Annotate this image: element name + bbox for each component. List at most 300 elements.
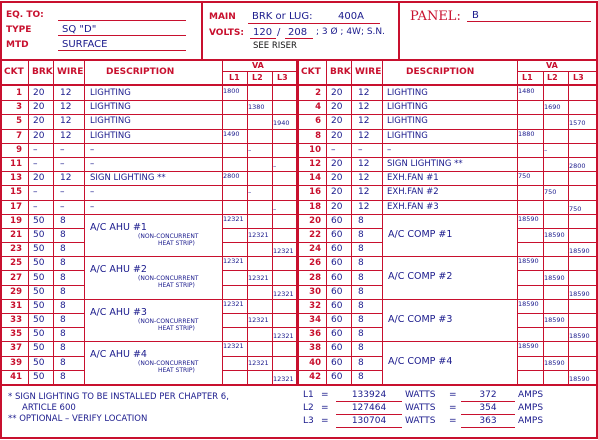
total-watts-label: WATTS <box>405 416 436 426</box>
amps-underline <box>461 414 515 415</box>
row-divider <box>299 143 597 144</box>
breaker-size: 20 <box>331 187 343 198</box>
group-subtitle-1: (NON-CONCURRENT <box>138 275 199 283</box>
ckt-number: 39 <box>10 357 22 368</box>
col-l1: L1 <box>229 73 240 82</box>
row-divider <box>2 285 84 286</box>
col-va: VA <box>546 61 558 70</box>
amps-underline <box>461 401 515 402</box>
header-divider-1 <box>201 1 203 60</box>
description: LIGHTING <box>90 88 131 98</box>
row-divider <box>299 114 597 115</box>
row-divider <box>2 171 297 172</box>
type-value: SQ "D" <box>62 24 97 35</box>
row-divider <box>2 270 84 271</box>
ckt-number: 4 <box>315 102 321 113</box>
row-divider <box>222 285 297 286</box>
breaker-size: 50 <box>33 229 45 240</box>
breaker-size: – <box>33 144 38 155</box>
breaker-size: 60 <box>331 343 343 354</box>
row-divider <box>517 327 597 328</box>
va-l2: – <box>248 188 252 197</box>
group-title: A/C AHU #4 <box>90 349 147 361</box>
group-title: A/C AHU #1 <box>90 221 147 233</box>
wire-size: 12 <box>358 102 370 113</box>
breaker-size: 50 <box>33 329 45 340</box>
see-riser: SEE RISER <box>253 41 297 51</box>
breaker-size: 50 <box>33 244 45 255</box>
main-brk-lug: BRK or LUG: <box>252 11 313 22</box>
wire-size: – <box>358 144 363 155</box>
wire-size: 8 <box>358 229 364 240</box>
ckt-number: 20 <box>309 215 321 226</box>
type-underline <box>58 35 186 36</box>
breaker-size: 20 <box>33 102 45 113</box>
col-wire: WIRE <box>57 67 84 77</box>
row-divider <box>2 327 84 328</box>
ckt-number: 42 <box>309 371 321 382</box>
va-l1: 1490 <box>223 129 240 138</box>
ckt-number: 5 <box>16 116 22 127</box>
row-divider <box>2 157 297 158</box>
breaker-size: 60 <box>331 371 343 382</box>
volts-value-2: 208 <box>288 27 308 38</box>
va-l3: 2800 <box>569 161 586 170</box>
total-eq: = <box>449 390 457 400</box>
breaker-size: 50 <box>33 315 45 325</box>
wire-size: 8 <box>60 343 66 354</box>
col-brk: BRK <box>32 67 53 77</box>
frame-left <box>0 1 2 439</box>
wire-size: 12 <box>358 88 370 98</box>
row-divider <box>222 370 297 371</box>
va-l2: 18590 <box>544 358 565 367</box>
ckt-number: 40 <box>309 357 321 368</box>
wire-size: 8 <box>60 329 66 340</box>
row-divider <box>2 256 297 257</box>
col-l3: L3 <box>573 73 584 82</box>
total-eq: = <box>321 403 329 413</box>
row-divider <box>2 114 297 115</box>
row-divider <box>517 242 597 243</box>
breaker-size: 50 <box>33 286 45 297</box>
va-l2: 1690 <box>544 103 561 112</box>
breaker-size: 20 <box>33 173 45 184</box>
group-title: A/C AHU #2 <box>90 264 147 276</box>
description: LIGHTING <box>387 130 428 141</box>
volts-underline-2 <box>285 38 313 39</box>
va-l1: 1880 <box>518 129 535 138</box>
va-l1: 12321 <box>223 299 244 308</box>
va-l3: 12321 <box>273 247 294 256</box>
wire-size: – <box>60 201 65 212</box>
row-divider <box>299 157 597 158</box>
watts-underline <box>336 427 402 428</box>
description: – <box>90 201 95 212</box>
row-divider <box>299 285 382 286</box>
va-l1: 12321 <box>223 257 244 266</box>
col-va: VA <box>252 61 264 70</box>
amps-underline <box>461 427 515 428</box>
frame-bottom <box>0 437 598 439</box>
volts-slash: / <box>277 27 281 38</box>
va-l2: 12321 <box>248 273 269 282</box>
va-l1: 12321 <box>223 342 244 351</box>
row-divider <box>2 242 84 243</box>
panel-value: B <box>472 10 479 21</box>
row-divider <box>299 100 597 101</box>
ckt-number: 34 <box>309 315 321 325</box>
col-l3: L3 <box>277 73 288 82</box>
wire-size: 12 <box>358 130 370 141</box>
ckt-number: 25 <box>10 258 22 269</box>
total-phase: L3 <box>303 416 314 426</box>
description: SIGN LIGHTING ** <box>387 158 463 169</box>
ckt-number: 24 <box>309 244 321 255</box>
row-divider <box>299 270 382 271</box>
wire-size: 8 <box>60 258 66 269</box>
group-subtitle-2: HEAT STRIP) <box>158 239 195 247</box>
row-divider <box>2 214 297 215</box>
wire-size: 12 <box>358 158 370 169</box>
wire-size: 12 <box>358 116 370 127</box>
group-subtitle-1: (NON-CONCURRENT <box>138 360 199 368</box>
breaker-size: 60 <box>331 272 343 283</box>
va-l3: 18590 <box>569 247 590 256</box>
col-brk: BRK <box>330 67 351 77</box>
row-divider <box>299 327 382 328</box>
wire-size: 8 <box>60 315 66 325</box>
wire-size: 12 <box>358 187 370 198</box>
group-title: A/C COMP #3 <box>388 313 453 325</box>
wire-size: 8 <box>358 329 364 340</box>
breaker-size: 20 <box>331 102 343 113</box>
wire-size: 8 <box>60 215 66 226</box>
va-l1: 1480 <box>518 87 535 95</box>
mtd-label: MTD <box>6 40 29 50</box>
breaker-size: 60 <box>331 315 343 325</box>
va-l3: 12321 <box>273 332 294 341</box>
row-divider <box>299 185 597 186</box>
wire-size: 8 <box>60 244 66 255</box>
row-divider <box>299 256 597 257</box>
ckt-number: 19 <box>10 215 22 226</box>
breaker-size: 60 <box>331 229 343 240</box>
volts-underline-1 <box>250 38 276 39</box>
va-l3: – <box>273 204 277 213</box>
ckt-number: 31 <box>10 300 22 311</box>
total-watts-label: WATTS <box>405 390 436 400</box>
header-bottom-border <box>0 59 598 61</box>
row-divider <box>517 313 597 314</box>
description: LIGHTING <box>387 116 428 127</box>
group-title: A/C COMP #1 <box>388 228 453 240</box>
breaker-size: 60 <box>331 357 343 368</box>
ckt-number: 10 <box>309 144 321 155</box>
wire-size: 8 <box>358 371 364 382</box>
row-divider <box>299 356 382 357</box>
ckt-number: 36 <box>309 329 321 340</box>
row-divider <box>517 285 597 286</box>
breaker-size: 60 <box>331 286 343 297</box>
description: LIGHTING <box>387 102 428 113</box>
ckt-number: 28 <box>309 272 321 283</box>
ckt-number: 7 <box>16 130 22 141</box>
ckt-number: 26 <box>309 258 321 269</box>
wire-size: 8 <box>60 272 66 283</box>
wire-size: 8 <box>358 300 364 311</box>
row-divider <box>2 185 297 186</box>
phase-wire-text: ; 3 Ø ; 4W; S.N. <box>316 27 386 37</box>
description: LIGHTING <box>90 116 131 127</box>
va-l1: 1800 <box>223 87 240 95</box>
total-eq: = <box>449 403 457 413</box>
total-phase: L2 <box>303 403 314 413</box>
col-ckt: CKT <box>4 67 24 77</box>
total-phase: L1 <box>303 390 314 400</box>
ckt-number: 1 <box>16 88 22 98</box>
total-amps-value: 372 <box>479 390 497 400</box>
ckt-number: 32 <box>309 300 321 311</box>
wire-size: 12 <box>60 88 72 98</box>
total-amps-value: 363 <box>479 416 497 426</box>
ckt-number: 38 <box>309 343 321 354</box>
va-l2: 18590 <box>544 273 565 282</box>
type-label: TYPE <box>6 25 32 35</box>
ckt-number: 8 <box>315 130 321 141</box>
va-l3: 18590 <box>569 332 590 341</box>
va-l2: 18590 <box>544 316 565 324</box>
row-divider <box>2 299 297 300</box>
description: LIGHTING <box>90 130 131 141</box>
note-sign-lighting-line1: * SIGN LIGHTING TO BE INSTALLED PER CHAPTER 6, <box>8 392 229 402</box>
row-divider <box>299 313 382 314</box>
mtd-underline <box>58 50 186 51</box>
panel-underline <box>467 21 591 22</box>
col-l2: L2 <box>252 73 263 82</box>
va-l3: – <box>273 161 277 170</box>
row-divider <box>2 228 84 229</box>
va-l2: 12321 <box>248 358 269 367</box>
volts-label: VOLTS: <box>209 28 244 38</box>
col-description: DESCRIPTION <box>406 67 475 77</box>
total-watts-value: 133924 <box>351 390 387 400</box>
wire-size: 8 <box>358 286 364 297</box>
row-divider <box>222 327 297 328</box>
wire-size: 12 <box>358 201 370 212</box>
va-l3: 18590 <box>569 374 590 383</box>
va-l1: 18590 <box>518 214 539 223</box>
watts-underline <box>336 414 402 415</box>
wire-size: 8 <box>358 258 364 269</box>
eq-to-underline <box>58 20 186 21</box>
va-l2: 12321 <box>248 316 269 324</box>
total-eq: = <box>449 416 457 426</box>
breaker-size: 50 <box>33 357 45 368</box>
description: SIGN LIGHTING ** <box>90 173 166 184</box>
description: LIGHTING <box>90 102 131 113</box>
ckt-number: 3 <box>16 102 22 113</box>
description: – <box>387 144 392 155</box>
row-divider <box>299 299 597 300</box>
description: – <box>90 144 95 155</box>
description: EXH.FAN #1 <box>387 173 439 184</box>
row-divider <box>2 100 297 101</box>
col-l1: L1 <box>522 73 533 82</box>
watts-underline <box>336 401 402 402</box>
eq-to-label: EQ. TO: <box>6 10 44 20</box>
row-divider <box>2 384 297 385</box>
row-divider <box>2 356 84 357</box>
row-divider <box>222 242 297 243</box>
wire-size: – <box>60 158 65 169</box>
panel-label: PANEL: <box>410 9 461 24</box>
row-divider <box>299 370 382 371</box>
main-underline <box>248 23 380 24</box>
breaker-size: 20 <box>33 116 45 127</box>
total-eq: = <box>321 416 329 426</box>
description: EXH.FAN #3 <box>387 201 439 212</box>
breaker-size: 50 <box>33 300 45 311</box>
row-divider <box>299 384 597 385</box>
row-divider <box>222 356 297 357</box>
breaker-size: 60 <box>331 300 343 311</box>
row-divider <box>2 200 297 201</box>
row-divider <box>299 214 597 215</box>
ckt-number: 22 <box>309 229 321 240</box>
va-l3: 18590 <box>569 289 590 298</box>
description: – <box>90 187 95 198</box>
group-title: A/C COMP #2 <box>388 271 453 283</box>
total-amps-value: 354 <box>479 403 497 413</box>
total-watts-value: 127464 <box>351 403 387 413</box>
ckt-number: 14 <box>309 173 321 184</box>
main-label: MAIN <box>209 12 236 22</box>
va-l1: 750 <box>518 172 531 181</box>
ckt-number: 12 <box>309 158 321 169</box>
va-l1: 2800 <box>223 172 240 181</box>
breaker-size: 50 <box>33 258 45 269</box>
breaker-size: 20 <box>331 201 343 212</box>
row-divider <box>2 370 84 371</box>
breaker-size: 60 <box>331 244 343 255</box>
main-rating: 400A <box>338 11 364 22</box>
breaker-size: 20 <box>331 130 343 141</box>
row-divider <box>299 242 382 243</box>
ckt-number: 37 <box>10 343 22 354</box>
breaker-size: 20 <box>33 88 45 98</box>
wire-size: 8 <box>358 315 364 325</box>
note-sign-lighting-line2: ARTICLE 600 <box>22 403 76 413</box>
ckt-number: 27 <box>10 272 22 283</box>
ckt-number: 35 <box>10 329 22 340</box>
va-l2: 18590 <box>544 230 565 239</box>
va-l2: – <box>544 145 548 154</box>
breaker-size: – <box>33 158 38 169</box>
col-l2: L2 <box>547 73 558 82</box>
total-amps-label: AMPS <box>518 403 544 413</box>
total-amps-label: AMPS <box>518 416 544 426</box>
group-subtitle-1: (NON-CONCURRENT <box>138 232 199 240</box>
description: – <box>90 158 95 169</box>
description: LIGHTING <box>387 88 428 98</box>
ckt-number: 17 <box>10 201 22 212</box>
va-l3: 1570 <box>569 119 586 128</box>
frame-top <box>0 1 598 3</box>
total-watts-value: 130704 <box>351 416 387 426</box>
va-l1: 18590 <box>518 342 539 351</box>
ckt-number: 13 <box>10 173 22 184</box>
va-l1: 18590 <box>518 257 539 266</box>
wire-size: 12 <box>60 116 72 127</box>
ckt-number: 41 <box>10 371 22 382</box>
breaker-size: 50 <box>33 215 45 226</box>
breaker-size: – <box>33 187 38 198</box>
note-optional: ** OPTIONAL – VERIFY LOCATION <box>8 414 148 424</box>
description: EXH.FAN #2 <box>387 187 439 198</box>
ckt-number: 15 <box>10 187 22 198</box>
ckt-number: 21 <box>10 229 22 240</box>
wire-size: – <box>60 144 65 155</box>
ckt-number: 16 <box>309 187 321 198</box>
col-ckt: CKT <box>301 67 321 77</box>
total-amps-label: AMPS <box>518 390 544 400</box>
breaker-size: 60 <box>331 258 343 269</box>
va-l2: – <box>248 145 252 154</box>
row-divider <box>2 341 297 342</box>
group-subtitle-2: HEAT STRIP) <box>158 282 195 290</box>
row-divider <box>222 313 297 314</box>
va-l3: 12321 <box>273 289 294 298</box>
row-divider <box>2 313 84 314</box>
row-divider <box>299 228 382 229</box>
header-divider-2 <box>398 1 400 60</box>
wire-size: 12 <box>60 102 72 113</box>
ckt-number: 23 <box>10 244 22 255</box>
va-l2: 750 <box>544 188 557 197</box>
breaker-size: 50 <box>33 343 45 354</box>
group-subtitle-2: HEAT STRIP) <box>158 367 195 375</box>
wire-size: 8 <box>60 229 66 240</box>
ckt-number: 29 <box>10 286 22 297</box>
breaker-size: – <box>33 201 38 212</box>
group-subtitle-1: (NON-CONCURRENT <box>138 317 199 325</box>
wire-size: 12 <box>358 173 370 184</box>
breaker-size: 20 <box>33 130 45 141</box>
wire-size: 8 <box>358 343 364 354</box>
wire-size: 8 <box>358 215 364 226</box>
row-divider <box>2 143 297 144</box>
volts-value-1: 120 <box>253 27 273 38</box>
wire-size: 12 <box>60 173 72 184</box>
row-divider <box>517 228 597 229</box>
group-subtitle-2: HEAT STRIP) <box>158 324 195 332</box>
row-divider <box>222 228 297 229</box>
breaker-size: 20 <box>331 158 343 169</box>
group-title: A/C AHU #3 <box>90 306 147 318</box>
row-divider <box>222 270 297 271</box>
wire-size: – <box>60 187 65 198</box>
breaker-size: 20 <box>331 116 343 127</box>
va-l2: 12321 <box>248 230 269 239</box>
breaker-size: 60 <box>331 215 343 226</box>
ckt-number: 9 <box>16 144 22 155</box>
breaker-size: – <box>331 144 336 155</box>
wire-size: 8 <box>60 286 66 297</box>
wire-size: 8 <box>60 300 66 311</box>
breaker-size: 60 <box>331 329 343 340</box>
wire-size: 12 <box>60 130 72 141</box>
